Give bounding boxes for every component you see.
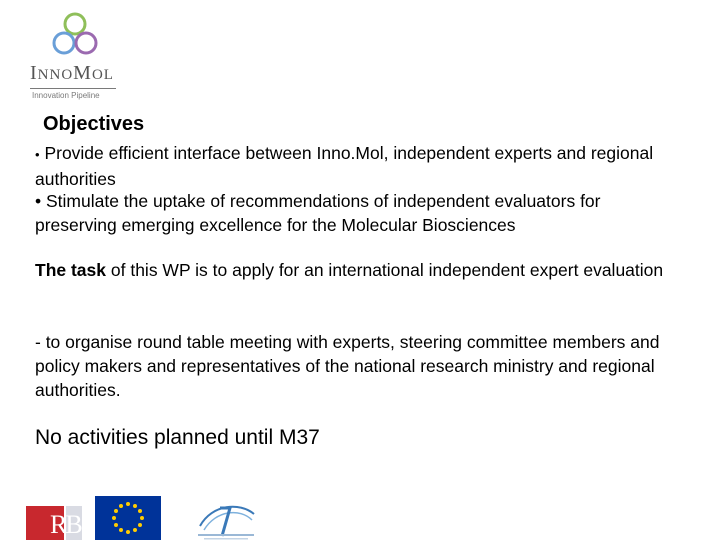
objective-1-text: Provide efficient interface between Inno.Mol, independent experts and regional authorities [35, 143, 654, 189]
logo-subtitle: Innovation Pipeline [32, 91, 100, 100]
rb-logo [26, 496, 84, 540]
logo-wordmark: INNOMOL [30, 62, 114, 84]
logo-divider [30, 88, 116, 89]
task-label: The task [35, 260, 106, 280]
logo-circles-icon [44, 12, 106, 58]
objective-1 [35, 141, 685, 191]
objective-2: • Stimulate the uptake of recommendations of independent evaluators for preserving emerging excellence for the Molecular Biosciences [35, 191, 601, 235]
eu-flag-icon [95, 496, 161, 540]
objectives-heading: Objectives [43, 113, 145, 135]
planned-statement: No activities planned until M37 [35, 426, 320, 449]
innomol-logo [26, 8, 126, 100]
fp7-logo-icon [190, 496, 262, 540]
rb-logo-text: RB [50, 510, 81, 539]
task-paragraph [35, 258, 685, 282]
organise-paragraph: - to organise round table meeting with experts, steering committee members and policy makers and representatives of the national research ministry and regional authorities. [35, 332, 660, 400]
bullet-icon: • [35, 147, 40, 162]
task-text: of this WP is to apply for an international independent expert evaluation [110, 260, 664, 280]
